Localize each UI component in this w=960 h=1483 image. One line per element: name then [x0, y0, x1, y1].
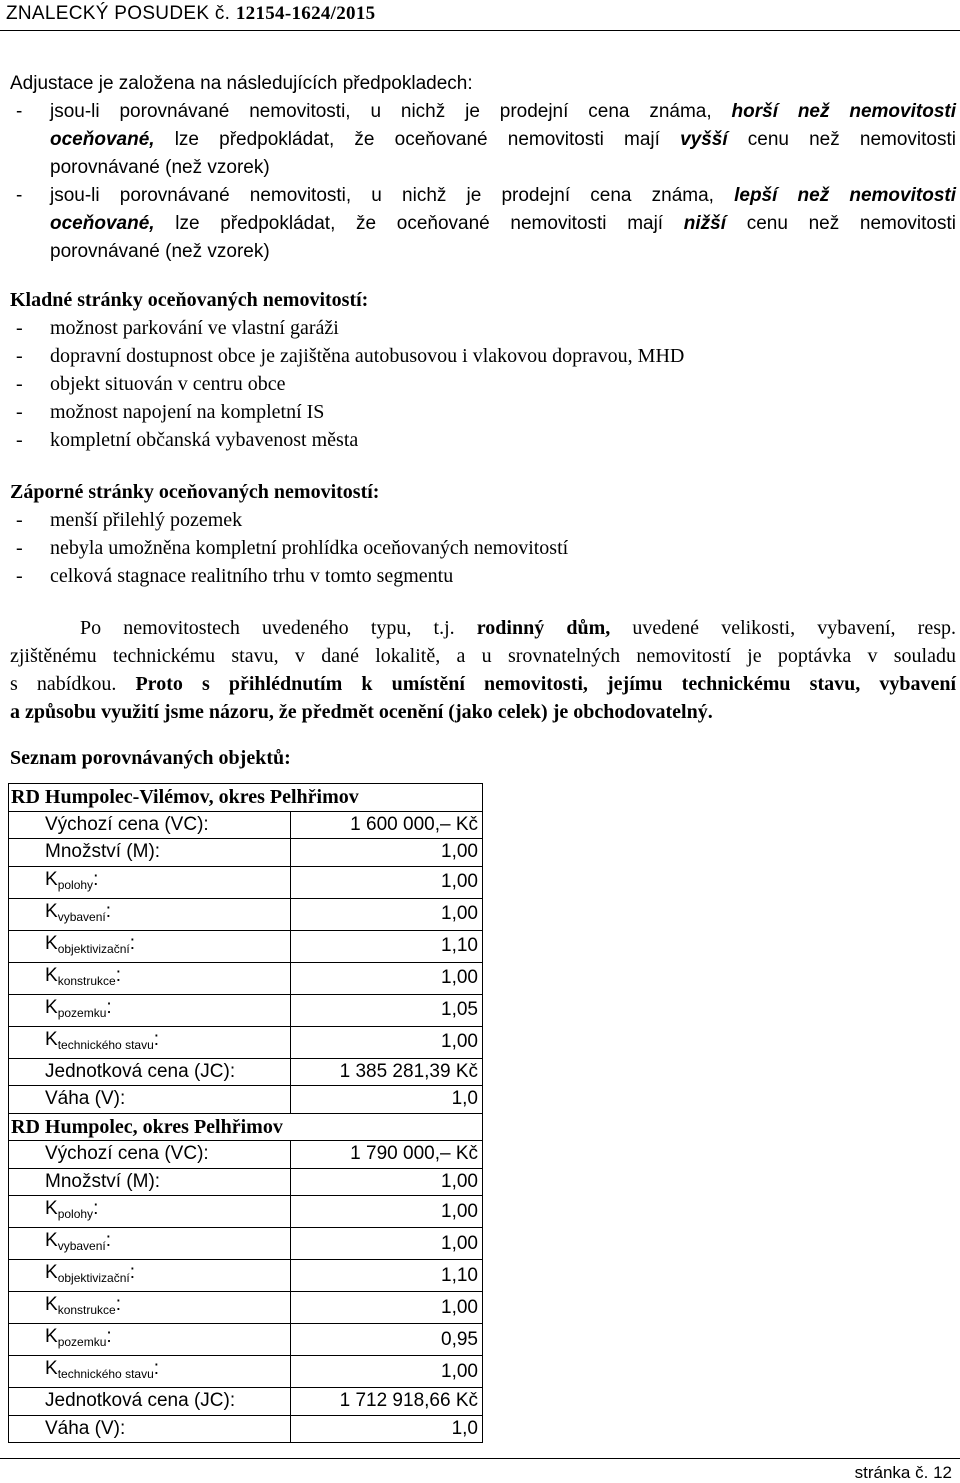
table-row [9, 1356, 483, 1388]
text: cenu než nemovitosti [747, 129, 956, 150]
table-row [9, 811, 483, 839]
list-item-text: menší přilehlý pozemek [50, 509, 243, 531]
table-row [9, 1196, 483, 1228]
row-label-subscript: objektivizační [57, 941, 130, 956]
row-label [9, 1058, 291, 1086]
row-label [9, 1086, 291, 1114]
emphasis-text: horší než nemovitosti [731, 101, 956, 122]
text: jsou-li porovnávané nemovitosti, u nichž je prodejní cena známa, [50, 101, 712, 122]
table-row [9, 784, 483, 812]
list-item-continuation [10, 210, 956, 238]
comparison-list-section [10, 744, 956, 772]
colon: : [105, 1230, 111, 1251]
row-label-subscript: konstrukce [57, 973, 116, 988]
table-row [9, 1260, 483, 1292]
row-label [9, 898, 291, 930]
row-label-subscript: pozemku [57, 1005, 107, 1020]
page-number-value: 12 [933, 1463, 952, 1482]
table-row [9, 1324, 483, 1356]
dash-bullet: - [16, 185, 23, 206]
row-label [9, 866, 291, 898]
paragraph-line: zjištěnému technickému stavu, v dané lokalitě, a u srovnatelných nemovitostí je poptávka v souladu [10, 645, 956, 667]
list-item [10, 98, 956, 126]
table-row [9, 1228, 483, 1260]
list-item-text: celková stagnace realitního trhu v tomto segmentu [50, 565, 454, 587]
text: uvedené velikosti, vybavení, resp. [632, 617, 956, 639]
text: lze předpokládat, že oceňované nemovitosti mají [174, 129, 660, 150]
list-item [10, 506, 956, 534]
row-label [9, 1324, 291, 1356]
row-label-text: K [45, 996, 58, 1018]
row-label [9, 1196, 291, 1228]
row-value: 1 790 000,– Kč [291, 1141, 483, 1169]
row-label-subscript: polohy [57, 877, 94, 892]
row-value: 1,00 [291, 962, 483, 994]
row-label-text: K [45, 932, 58, 954]
row-label [9, 1356, 291, 1388]
list-item-text: kompletní občanská vybavenost města [50, 429, 359, 451]
list-item [10, 562, 956, 590]
object-name: RD Humpolec, okres Pelhřimov [9, 1113, 483, 1141]
list-item [10, 426, 956, 454]
row-value: 1,00 [291, 866, 483, 898]
list-item-text: objekt situován v centru obce [50, 373, 286, 395]
table-row [9, 930, 483, 962]
paragraph-line [10, 614, 956, 642]
list-item [10, 342, 956, 370]
row-label [9, 839, 291, 867]
row-label-text: Váha (V): [45, 1417, 126, 1439]
row-label-subscript: pozemku [57, 1335, 107, 1349]
table-row [9, 1168, 483, 1196]
list-item [10, 182, 956, 210]
text: jsou-li porovnávané nemovitosti, u nichž je prodejní cena známa, [50, 185, 714, 206]
row-label-text: Výchozí cena (VC): [45, 813, 209, 835]
row-label [9, 1228, 291, 1260]
colon: : [153, 1358, 160, 1379]
dash-bullet: - [16, 509, 23, 531]
paragraph-line: a způsobu využití jsme názoru, že předmět ocenění (jako celek) je obchodovatelný. [10, 701, 713, 723]
row-label [9, 994, 291, 1026]
dash-bullet: - [16, 101, 23, 122]
table-row [9, 1415, 483, 1443]
colon: : [129, 932, 136, 954]
page-header [0, 0, 960, 31]
row-label [9, 1292, 291, 1324]
dash-bullet: - [16, 317, 23, 339]
list-item-text: nebyla umožněna kompletní prohlídka oceňovaných nemovitostí [50, 537, 569, 559]
dash-bullet: - [16, 373, 23, 395]
row-label-text: Množství (M): [45, 841, 161, 863]
row-label-text: Váha (V): [45, 1088, 126, 1110]
table-row [9, 1388, 483, 1416]
page-number-label: stránka č. [854, 1463, 929, 1482]
colon: : [129, 1262, 136, 1283]
dash-bullet: - [16, 401, 23, 423]
comparison-list-title: Seznam porovnávaných objektů: [10, 747, 291, 769]
dash-bullet: - [16, 565, 23, 587]
list-item-text: možnost parkování ve vlastní garáži [50, 317, 339, 339]
colon: : [153, 1028, 160, 1050]
row-value: 1,00 [291, 1292, 483, 1324]
text: lze předpokládat, že oceňované nemovitosti mají [175, 213, 664, 234]
row-value: 1,00 [291, 1196, 483, 1228]
row-label-text: Množství (M): [45, 1170, 161, 1192]
colon: : [93, 868, 99, 890]
row-value: 1,00 [291, 839, 483, 867]
row-value: 1,00 [291, 1356, 483, 1388]
row-value: 1 712 918,66 Kč [291, 1388, 483, 1416]
table-row [9, 1058, 483, 1086]
table-row [9, 994, 483, 1026]
row-label-text: K [45, 1230, 58, 1251]
list-item-text: dopravní dostupnost obce je zajištěna autobusovou i vlakovou dopravou, MHD [50, 345, 685, 367]
row-label [9, 1141, 291, 1169]
page-number [855, 1463, 952, 1483]
positives-title: Kladné stránky oceňovaných nemovitostí: [10, 289, 369, 311]
row-label-subscript: vybavení [57, 909, 106, 924]
row-value: 1,05 [291, 994, 483, 1026]
text: cenu než nemovitosti [746, 213, 956, 234]
emphasis-text: nižší [683, 213, 727, 234]
object-name: RD Humpolec-Vilémov, okres Pelhřimov [9, 784, 483, 812]
list-item-continuation: porovnávané (než vzorek) [50, 157, 270, 178]
dash-bullet: - [16, 345, 23, 367]
row-value: 1,00 [291, 1026, 483, 1058]
row-value: 1,0 [291, 1415, 483, 1443]
emphasis-text: vyšší [680, 129, 728, 150]
row-value: 1 600 000,– Kč [291, 811, 483, 839]
emphasis-text: oceňované, [50, 129, 155, 150]
positives-section [10, 286, 956, 454]
page-footer [0, 1458, 960, 1482]
row-label-text: K [45, 900, 58, 922]
row-value: 1,00 [291, 898, 483, 930]
table-row [9, 1141, 483, 1169]
colon: : [105, 900, 111, 922]
row-label-subscript: objektivizační [57, 1271, 130, 1285]
row-label [9, 1260, 291, 1292]
list-item [10, 370, 956, 398]
list-item-text: možnost napojení na kompletní IS [50, 401, 325, 423]
row-label-text: K [45, 868, 58, 890]
row-value: 1,10 [291, 1260, 483, 1292]
table-row [9, 898, 483, 930]
row-value: 1,00 [291, 1168, 483, 1196]
list-item [10, 534, 956, 562]
table-row [9, 1292, 483, 1324]
table-row [9, 1026, 483, 1058]
row-label [9, 1026, 291, 1058]
negatives-section [10, 478, 956, 590]
row-label-subscript: polohy [57, 1207, 94, 1221]
adjustace-section [10, 70, 956, 266]
table-row [9, 962, 483, 994]
row-label-subscript: technického stavu [57, 1037, 154, 1052]
emphasis-text: oceňované, [50, 213, 155, 234]
list-item [10, 314, 956, 342]
row-label-text: K [45, 1358, 58, 1379]
emphasis-text: lepší než nemovitosti [734, 185, 956, 206]
row-label-text: K [45, 1294, 58, 1315]
report-title-prefix: ZNALECKÝ POSUDEK č. [6, 3, 236, 24]
dash-bullet: - [16, 537, 23, 559]
emphasis-text: Proto s přihlédnutím k umístění nemovitosti, jejímu technickému stavu, vybavení [135, 673, 957, 695]
row-value: 0,95 [291, 1324, 483, 1356]
colon: : [115, 964, 121, 986]
comparison-objects-table [8, 783, 483, 1443]
dash-bullet: - [16, 429, 23, 451]
adjustace-intro: Adjustace je založena na následujících předpokladech: [10, 73, 473, 94]
colon: : [106, 996, 112, 1018]
text: s nabídkou. [10, 673, 117, 695]
paragraph-line [10, 670, 956, 698]
colon: : [93, 1198, 99, 1219]
row-value: 1,00 [291, 1228, 483, 1260]
colon: : [106, 1326, 112, 1347]
row-label-text: Výchozí cena (VC): [45, 1143, 209, 1165]
row-label-text: K [45, 1028, 58, 1050]
marketability-paragraph [10, 614, 956, 726]
table-row [9, 866, 483, 898]
row-value: 1,0 [291, 1086, 483, 1114]
emphasis-text: rodinný dům, [476, 617, 611, 639]
row-label [9, 1168, 291, 1196]
row-label-subscript: technického stavu [57, 1367, 154, 1381]
row-label [9, 962, 291, 994]
row-label [9, 1388, 291, 1416]
row-label [9, 811, 291, 839]
negatives-title: Záporné stránky oceňovaných nemovitostí: [10, 481, 380, 503]
row-label [9, 930, 291, 962]
table-row [9, 839, 483, 867]
list-item-continuation: porovnávané (než vzorek) [50, 241, 270, 262]
list-item-continuation [10, 126, 956, 154]
row-label-text: Jednotková cena (JC): [45, 1060, 236, 1082]
list-item [10, 398, 956, 426]
row-value: 1,10 [291, 930, 483, 962]
row-label-text: K [45, 1262, 58, 1283]
table-row [9, 1086, 483, 1114]
row-label [9, 1415, 291, 1443]
row-label-text: Jednotková cena (JC): [45, 1390, 236, 1412]
row-label-text: K [45, 1326, 58, 1347]
table-row [9, 1113, 483, 1141]
row-label-text: K [45, 1198, 58, 1219]
report-title [6, 3, 375, 25]
row-label-text: K [45, 964, 58, 986]
colon: : [115, 1294, 121, 1315]
text: Po nemovitostech uvedeného typu, t.j. [80, 617, 455, 639]
row-label-subscript: konstrukce [57, 1303, 116, 1317]
row-value: 1 385 281,39 Kč [291, 1058, 483, 1086]
report-number: 12154-1624/2015 [235, 3, 376, 24]
row-label-subscript: vybavení [57, 1239, 106, 1253]
